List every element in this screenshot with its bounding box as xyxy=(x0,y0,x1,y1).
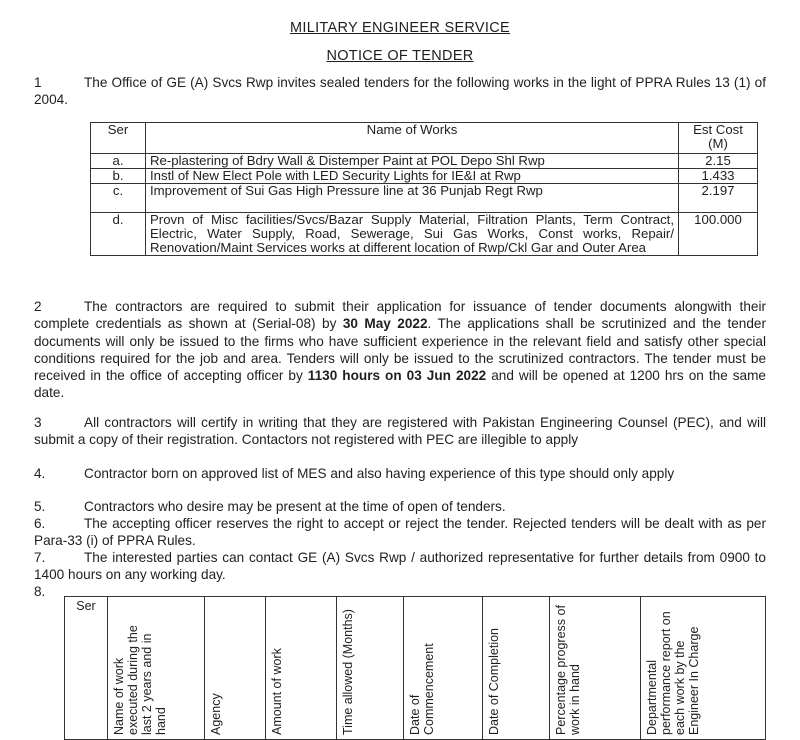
column-header-cell xyxy=(337,597,404,740)
paragraph-number: 2 xyxy=(34,299,42,314)
column-header-cell xyxy=(404,597,483,740)
column-header: Est Cost (M) xyxy=(679,123,758,154)
cell-work: Provn of Misc facilities/Svcs/Bazar Supply Material, Filtration Plants, Term Contract, Electric, Water Supply, Road, Sewerage, Sui Gas Works, Const works, Repair/ Renovation/Maint Services works at different location of Rwp/Ckl Gar and Outer Area xyxy=(146,213,679,256)
column-header-cell xyxy=(65,597,108,740)
paragraph-text: The Office of GE (A) Svcs Rwp invites sealed tenders for the following works in the light of PPRA Rules 13 (1) of 2004. xyxy=(34,75,766,108)
paragraph-1 xyxy=(34,74,766,109)
column-header: Amount of work xyxy=(270,648,284,735)
column-header: Percentage progress of work in hand xyxy=(554,605,582,735)
column-header-cell xyxy=(266,597,337,740)
table-row xyxy=(91,169,758,184)
column-header-cell xyxy=(483,597,550,740)
works-table xyxy=(90,122,758,256)
paragraph-text: The contractors are required to submit their application for issuance of tender documents alongwith their complete credentials as shown at (Serial-08) by xyxy=(34,299,766,332)
paragraph-text: The accepting officer reserves the right to accept or reject the tender. Rejected tenders will be dealt with as per Para-33 (i) of PPRA Rules. xyxy=(34,516,766,549)
paragraph-text: The interested parties can contact GE (A) Svcs Rwp / authorized representative for further details from 0900 to 1400 hours on any working day. xyxy=(34,550,766,583)
table-header-row xyxy=(65,597,766,740)
deadline-tender: 1130 hours on 03 Jun 2022 xyxy=(307,368,487,384)
org-heading: MILITARY ENGINEER SERVICE xyxy=(290,20,510,36)
column-header: Ser xyxy=(91,123,146,154)
column-header-cell xyxy=(205,597,266,740)
deadline-application: 30 May 2022 xyxy=(342,316,428,332)
column-header: Departmental performance report on each work by the Engineer In Charge xyxy=(645,611,701,735)
column-header-cell xyxy=(550,597,641,740)
paragraph-number: 4. xyxy=(34,466,46,481)
paragraph-5 xyxy=(34,498,766,515)
paragraph-text: and will be opened at 1200 hrs on the same date. xyxy=(34,368,766,401)
paragraph-text: All contractors will certify in writing that they are registered with Pakistan Engineering Counsel (PEC), and will submit a copy of their registration. Contactors not registered with PEC are illegible to apply xyxy=(34,415,766,448)
cell-work: Re-plastering of Bdry Wall & Distemper Paint at POL Depo Shl Rwp xyxy=(146,154,679,169)
paragraph-7 xyxy=(34,549,766,584)
paragraph-text: Contractor born on approved list of MES and also having experience of this type should only apply xyxy=(84,466,675,481)
paragraph-number: 5. xyxy=(34,499,46,514)
cell-ser: c. xyxy=(91,184,146,213)
column-header: Ser xyxy=(76,599,96,613)
experience-table xyxy=(64,596,766,740)
paragraph-4 xyxy=(34,465,766,482)
paragraph-3 xyxy=(34,414,766,449)
table-row xyxy=(91,154,758,169)
paragraph-number: 7. xyxy=(34,550,46,565)
paragraph-6 xyxy=(34,515,766,550)
paragraph-number: 6. xyxy=(34,516,46,531)
paragraph-text: Contractors who desire may be present at the time of open of tenders. xyxy=(84,499,506,514)
column-header: Date of Completion xyxy=(487,627,501,735)
paragraph-number: 8. xyxy=(34,584,46,599)
paragraph-2 xyxy=(34,298,766,402)
cell-work: Instl of New Elect Pole with LED Security Lights for IE&I at Rwp xyxy=(146,169,679,184)
column-header-cell xyxy=(108,597,205,740)
table-row xyxy=(91,213,758,256)
table-header-row xyxy=(91,123,758,154)
column-header: Time allowed (Months) xyxy=(341,609,355,735)
cell-work: Improvement of Sui Gas High Pressure line at 36 Punjab Regt Rwp xyxy=(146,184,679,213)
paragraph-number: 3 xyxy=(34,415,42,430)
cell-cost: 2.15 xyxy=(679,154,758,169)
cell-ser: d. xyxy=(91,213,146,256)
paragraph-text: . The applications shall be scrutinized and the tender documents will only be issued to the firms who have sufficient experience in the relevant field and satisfy other special conditions required for the job and area. Tenders will only be issued to the scrutinized contractors. The tender must be received in the office of accepting officer by xyxy=(34,316,766,384)
cell-ser: a. xyxy=(91,154,146,169)
cell-cost: 1.433 xyxy=(679,169,758,184)
cell-cost: 2.197 xyxy=(679,184,758,213)
column-header: Date of Commencement xyxy=(408,643,436,735)
notice-heading: NOTICE OF TENDER xyxy=(326,48,474,64)
cell-ser: b. xyxy=(91,169,146,184)
cell-cost: 100.000 xyxy=(679,213,758,256)
paragraph-number: 1 xyxy=(34,75,42,90)
column-header: Name of work executed during the last 2 years and in hand xyxy=(112,625,168,735)
column-header: Name of Works xyxy=(146,123,679,154)
column-header: Agency xyxy=(209,693,223,735)
table-row xyxy=(91,184,758,213)
column-header-cell xyxy=(641,597,766,740)
